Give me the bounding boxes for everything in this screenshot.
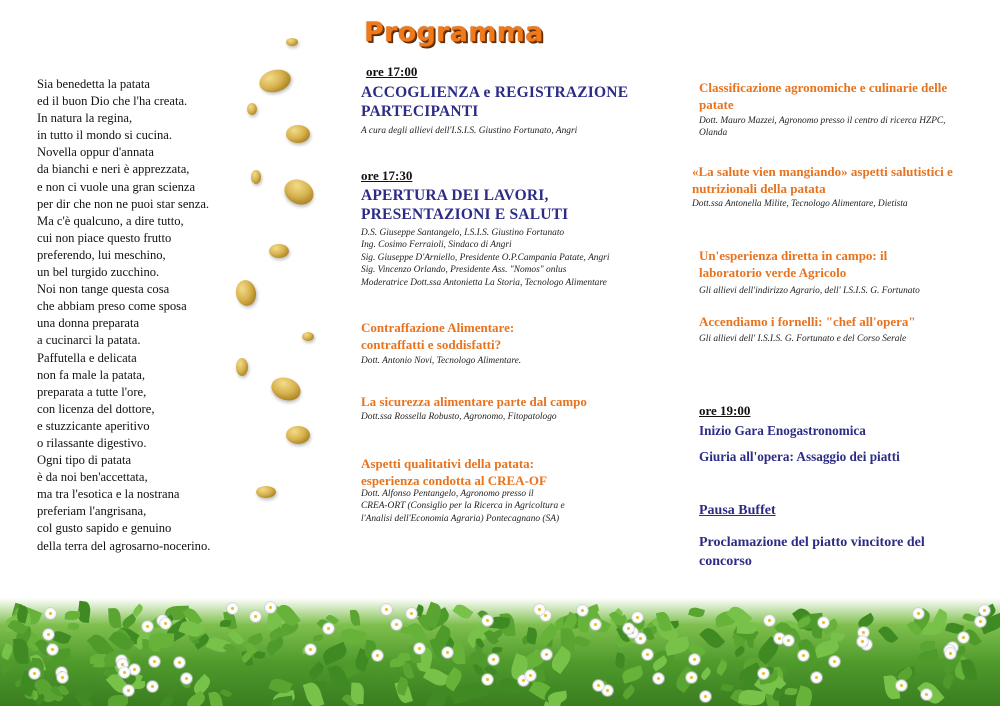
final-event xyxy=(699,533,925,571)
flower-shape xyxy=(372,650,383,661)
poem-line: in tutto il mondo si cucina. xyxy=(37,128,173,143)
final-event-line: Proclamazione del piatto vincitore del xyxy=(699,535,925,550)
flower-shape xyxy=(857,636,868,647)
flower-shape xyxy=(913,608,924,619)
poem-line: ma tra l'esotica e la nostrana xyxy=(37,487,180,502)
potato-plant-meadow xyxy=(0,598,1000,706)
leaf-shape xyxy=(962,611,976,623)
poem-line: Ogni tipo di patata xyxy=(37,453,132,468)
talk-title xyxy=(692,164,953,197)
potato-image xyxy=(251,170,261,184)
potato-image xyxy=(268,374,304,405)
poem-line: non fa male la patata, xyxy=(37,367,146,382)
talk-speaker: Dott.ssa Rossella Robusto, Agronomo, Fitopatologo xyxy=(361,412,557,422)
leaf-shape xyxy=(492,646,503,653)
flower-shape xyxy=(305,644,316,655)
poem-line: preparata a tutte l'ore, xyxy=(37,384,147,399)
event-title: Giuria all'opera: Assaggio dei piatti xyxy=(699,449,900,464)
flower-shape xyxy=(686,672,697,683)
flower-shape xyxy=(764,615,775,626)
flower-shape xyxy=(391,619,402,630)
speaker-line: Dott. Mauro Mazzei, Agronomo presso il centro di ricerca HZPC, xyxy=(699,116,946,126)
talk-title-line: esperienza condotta al CREA-OF xyxy=(361,472,547,488)
poem-line: preferendo, lui meschino, xyxy=(37,247,166,262)
flower-shape xyxy=(632,612,643,623)
leaf-shape xyxy=(312,634,323,641)
flower-shape xyxy=(979,605,990,616)
poem-line: col gusto sapido e genuino xyxy=(37,521,172,536)
flower-shape xyxy=(43,629,54,640)
leaf-shape xyxy=(67,622,79,631)
potato-image xyxy=(236,358,248,376)
page-title: Programma xyxy=(364,17,544,48)
final-event-line: concorso xyxy=(699,554,752,569)
potato-image xyxy=(257,66,294,96)
talk-title: La sicurezza alimentare parte dal campo xyxy=(361,394,587,409)
leaf-shape xyxy=(349,610,360,626)
leaf-shape xyxy=(185,690,208,706)
leaf-shape xyxy=(526,627,538,644)
leaf-shape xyxy=(350,682,364,704)
flower-shape xyxy=(57,672,68,683)
flower-shape xyxy=(653,673,664,684)
flower-shape xyxy=(689,654,700,665)
leaf-shape xyxy=(220,688,232,699)
flower-shape xyxy=(945,648,956,659)
session-note: A cura degli allievi dell'I.S.I.S. Giustino Fortunato, Angri xyxy=(361,126,578,136)
flower-shape xyxy=(323,623,334,634)
event-title: Inizio Gara Enogastronomica xyxy=(699,423,866,438)
leaf-shape xyxy=(452,602,473,621)
flower-shape xyxy=(149,656,160,667)
flower-shape xyxy=(623,623,634,634)
poem-line: un bel turgido zucchino. xyxy=(37,265,160,280)
pause-label: Pausa Buffet xyxy=(699,503,776,518)
talk-speaker: Gli allievi dell'indirizzo Agrario, dell' I.S.I.S. G. Fortunato xyxy=(699,286,920,296)
leaf-shape xyxy=(785,688,798,697)
flower-shape xyxy=(488,654,499,665)
talk-title-line: Contraffazione Alimentare: xyxy=(361,320,515,335)
heading-line: ACCOGLIENZA e REGISTRAZIONE xyxy=(361,84,629,101)
flower-shape xyxy=(381,604,392,615)
time-label: ore 17:30 xyxy=(361,168,413,183)
flower-shape xyxy=(975,616,986,627)
poem-line: Ma c'è qualcuno, a dire tutto, xyxy=(37,213,184,228)
speaker-line: CREA-ORT (Consiglio per la Ricerca in Agricoltura e xyxy=(361,501,565,512)
poem-line: e stuzzicante aperitivo xyxy=(37,418,150,433)
poem-line: che abbiam preso come sposa xyxy=(37,299,187,314)
poem-line: della terra del agrosarno-nocerino. xyxy=(37,538,211,553)
speaker-line: Sig. Giuseppe D'Arniello, Presidente O.P.Campania Patate, Angri xyxy=(361,252,610,263)
time-label: ore 17:00 xyxy=(366,64,418,79)
potato-image xyxy=(302,332,314,341)
flower-shape xyxy=(958,632,969,643)
heading-line: PRESENTAZIONI E SALUTI xyxy=(361,206,569,223)
leaf-shape xyxy=(650,655,668,672)
talk-speaker xyxy=(361,488,565,525)
poem-line: per dir che non ne puoi star senza. xyxy=(37,196,210,211)
flower-shape xyxy=(142,621,153,632)
speakers-list xyxy=(361,227,609,289)
speaker-line: Olanda xyxy=(699,128,728,139)
poem-line: ed il buon Dio che l'ha creata. xyxy=(37,94,188,109)
leaf-shape xyxy=(307,662,326,681)
leaf-shape xyxy=(941,671,955,688)
flower-shape xyxy=(541,649,552,660)
speaker-line: D.S. Giuseppe Santangelo, I.S.I.S. Giustino Fortunato xyxy=(361,228,565,238)
time-label: ore 19:00 xyxy=(699,403,751,418)
potato-image xyxy=(247,103,257,115)
talk-title-line: laboratorio verde Agricolo xyxy=(699,264,847,280)
poem-line: una donna preparata xyxy=(37,316,140,331)
talk-title-line: nutrizionali della patata xyxy=(692,180,826,196)
heading-line: PARTECIPANTI xyxy=(361,103,479,120)
leaf-shape xyxy=(699,667,713,681)
poem-line: Novella oppur d'annata xyxy=(37,145,154,160)
poem-line: da bianchi e neri è apprezzata, xyxy=(37,162,190,177)
flower-shape xyxy=(525,670,536,681)
leaf-shape xyxy=(721,683,734,693)
talk-title-line: contraffatti e soddisfatti? xyxy=(361,336,502,352)
flower-shape xyxy=(29,668,40,679)
leaf-shape xyxy=(0,643,14,660)
flower-shape xyxy=(783,635,794,646)
leaf-shape xyxy=(0,660,15,673)
poem-line: con licenza del dottore, xyxy=(37,401,155,416)
leaf-shape xyxy=(878,624,899,646)
poem xyxy=(37,76,257,555)
flower-shape xyxy=(700,691,711,702)
flower-shape xyxy=(147,681,158,692)
leaf-shape xyxy=(573,634,591,649)
leaf-shape xyxy=(688,606,705,619)
poem-line: Paffutella e delicata xyxy=(37,350,137,365)
flower-shape xyxy=(45,608,56,619)
talk-title-line: Aspetti qualitativi della patata: xyxy=(361,456,534,471)
talk-speaker xyxy=(699,115,946,140)
leaf-shape xyxy=(699,625,724,651)
talk-title-line: patate xyxy=(699,96,734,112)
session-heading xyxy=(361,83,628,121)
leaf-shape xyxy=(149,633,175,649)
leaf-shape xyxy=(715,660,729,676)
talk-title xyxy=(361,320,514,353)
speaker-line: Moderatrice Dott.ssa Antonietta La Storia, Tecnologo Alimentare xyxy=(361,277,607,288)
talk-speaker: Dott.ssa Antonella Milite, Tecnologo Alimentare, Dietista xyxy=(692,199,908,209)
leaf-shape xyxy=(615,653,626,669)
leaf-shape xyxy=(219,620,231,627)
leaf-shape xyxy=(578,614,590,633)
talk-title-line: «La salute vien mangiando» aspetti salutistici e xyxy=(692,164,953,179)
talk-speaker: Gli allievi dell' I.S.I.S. G. Fortunato e del Corso Serale xyxy=(699,334,907,344)
potato-image xyxy=(280,175,317,209)
leaf-shape xyxy=(738,688,766,706)
talk-speaker: Dott. Antonio Novi, Tecnologo Alimentare. xyxy=(361,356,522,366)
potato-image xyxy=(286,426,310,444)
talk-title-line: Classificazione agronomiche e culinarie delle xyxy=(699,80,948,95)
talk-title: Accendiamo i fornelli: "chef all'opera" xyxy=(699,314,916,329)
talk-title xyxy=(361,456,547,489)
flower-shape xyxy=(811,672,822,683)
leaf-shape xyxy=(108,695,129,706)
poem-line: In natura la regina, xyxy=(37,111,133,126)
potato-image xyxy=(286,125,310,143)
talk-title xyxy=(699,248,887,281)
talk-title xyxy=(699,80,947,113)
flower-shape xyxy=(47,644,58,655)
flower-shape xyxy=(818,617,829,628)
flower-shape xyxy=(642,649,653,660)
poem-line: è da noi ben'accettata, xyxy=(37,470,148,485)
leaf-shape xyxy=(158,693,176,706)
speaker-line: l'Analisi dell'Economia Agraria) Pontecagnano (SA) xyxy=(361,513,560,524)
leaf-shape xyxy=(320,642,349,666)
heading-line: APERTURA DEI LAVORI, xyxy=(361,187,549,204)
session-heading xyxy=(361,186,568,224)
flower-shape xyxy=(227,603,238,614)
poem-line: e non ci vuole una gran scienza xyxy=(37,179,196,194)
flower-shape xyxy=(829,656,840,667)
leaf-shape xyxy=(108,608,121,628)
flower-shape xyxy=(181,673,192,684)
poem-line: cui non piace questo frutto xyxy=(37,230,172,245)
speaker-line: Sig. Vincenzo Orlando, Presidente Ass. "Nomos" onlus xyxy=(361,265,567,276)
potato-image xyxy=(256,486,276,498)
poem-line: Sia benedetta la patata xyxy=(37,77,150,91)
leaf-shape xyxy=(621,665,645,683)
leaf-shape xyxy=(916,648,940,665)
poem-line: o rilassante digestivo. xyxy=(37,435,147,450)
leaf-shape xyxy=(13,639,29,665)
potato-image xyxy=(269,244,289,258)
speaker-line: Dott. Alfonso Pentangelo, Agronomo presso il xyxy=(361,489,534,499)
flower-shape xyxy=(414,643,425,654)
poem-line: Noi non tange questa cosa xyxy=(37,282,170,297)
poem-line: preferiam l'angrisana, xyxy=(37,504,147,519)
potato-image xyxy=(286,38,298,46)
speaker-line: Ing. Cosimo Ferraioli, Sindaco di Angri xyxy=(361,240,512,251)
flower-shape xyxy=(250,611,261,622)
flower-shape xyxy=(758,668,769,679)
flower-shape xyxy=(896,680,907,691)
flower-shape xyxy=(123,685,134,696)
flower-shape xyxy=(174,657,185,668)
talk-title-line: Un'esperienza diretta in campo: il xyxy=(699,248,888,263)
leaf-shape xyxy=(621,684,637,699)
leaf-shape xyxy=(814,638,841,658)
poem-line: a cucinarci la patata. xyxy=(37,333,141,348)
flower-shape xyxy=(482,674,493,685)
